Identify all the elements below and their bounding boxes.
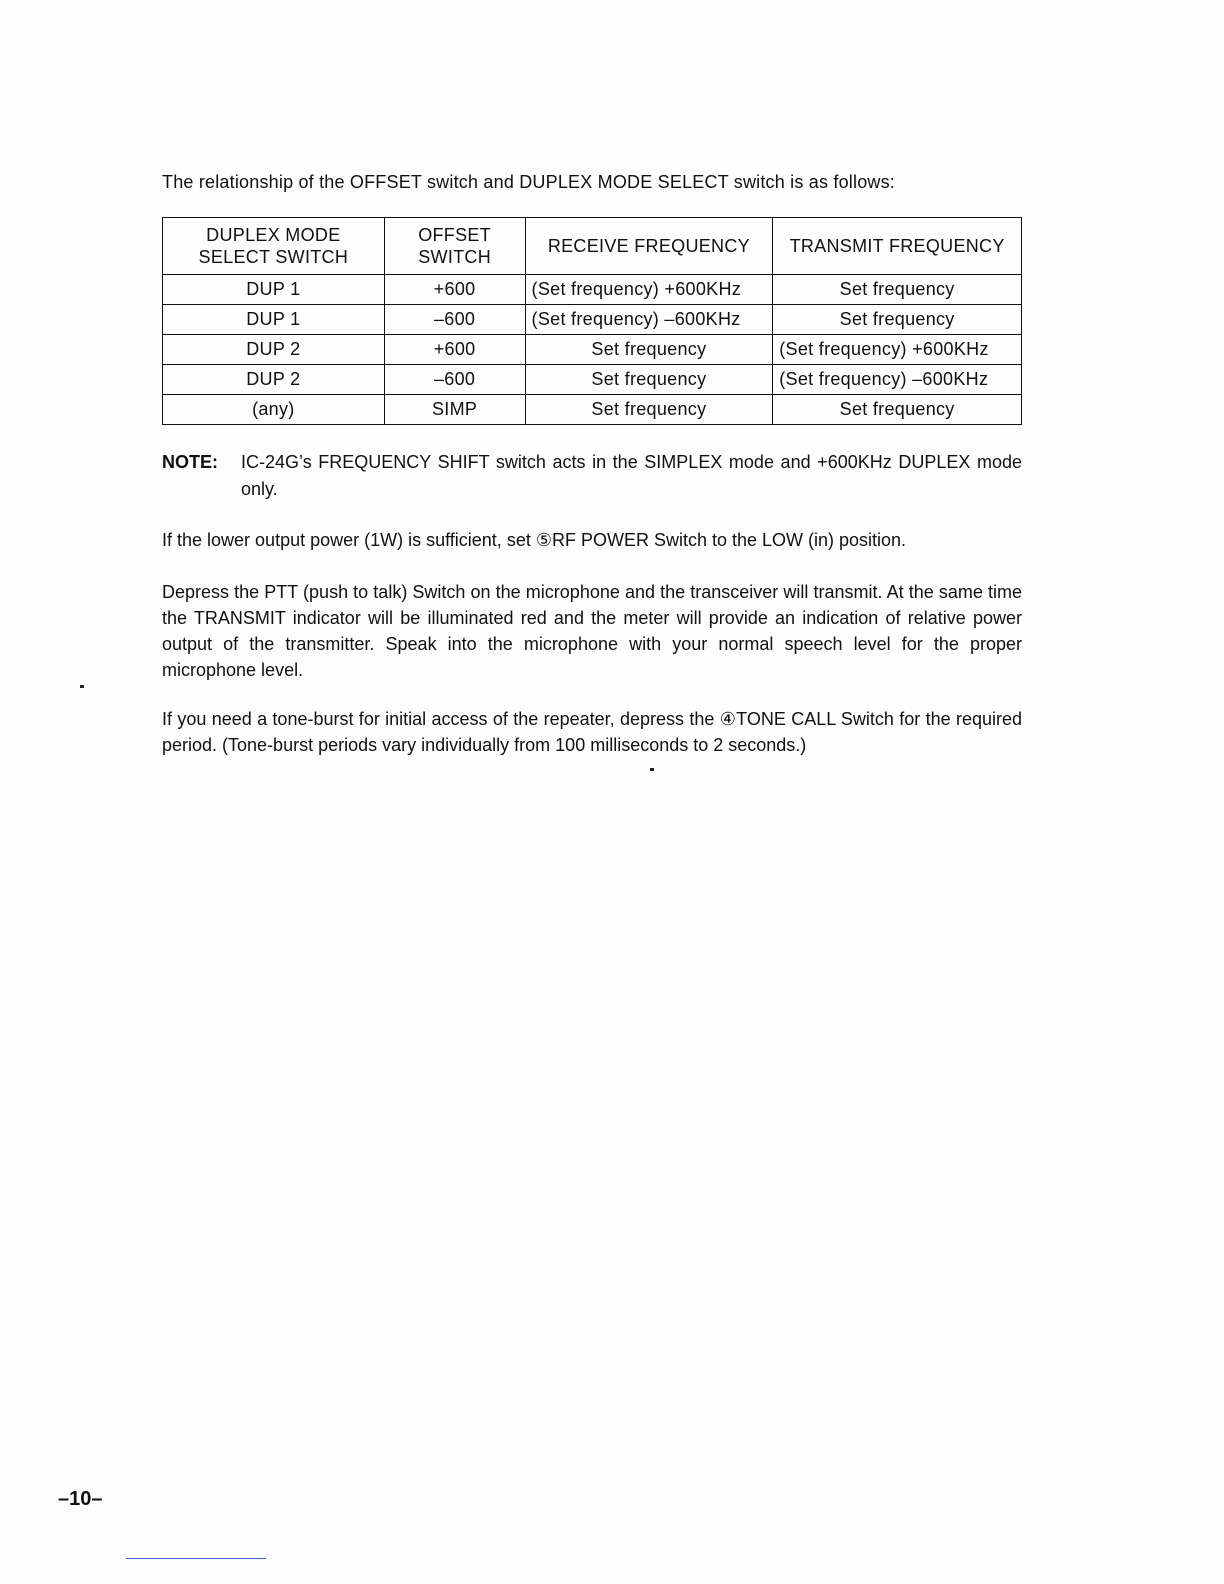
- cell-duplex-mode: DUP 1: [163, 275, 385, 305]
- header-offset-line1: OFFSET: [418, 225, 492, 245]
- table-header-row: [163, 218, 1022, 275]
- cell-receive: Set frequency: [525, 395, 773, 425]
- tone-call-paragraph: If you need a tone-burst for initial access of the repeater, depress the ④TONE CALL Switch for the required period. (Tone-burst periods vary individually from 100 milliseconds to 2 seconds.): [162, 709, 1022, 755]
- header-transmit-label: TRANSMIT FREQUENCY: [789, 236, 1005, 256]
- ptt-paragraph: Depress the PTT (push to talk) Switch on the microphone and the transceiver will transmit. At the same time the TRANSMIT indicator will be illuminated red and the meter will provide an indication of relative power output of the transmitter. Speak into the microphone with your normal speech level for the proper microphone level.: [162, 582, 1022, 680]
- header-offset-line2: SWITCH: [418, 247, 492, 267]
- table-row: [163, 365, 1022, 395]
- cell-receive: (Set frequency) +600KHz: [525, 275, 773, 305]
- cell-offset: +600: [384, 275, 525, 305]
- cell-transmit: Set frequency: [773, 305, 1022, 335]
- cell-duplex-mode: DUP 1: [163, 305, 385, 335]
- intro-text: The relationship of the OFFSET switch and DUPLEX MODE SELECT switch is as follows:: [162, 172, 895, 192]
- cell-transmit: Set frequency: [773, 275, 1022, 305]
- cell-duplex-mode: DUP 2: [163, 335, 385, 365]
- header-receive-frequency: [525, 218, 773, 275]
- note-text: IC-24G’s FREQUENCY SHIFT switch acts in the SIMPLEX mode and +600KHz DUPLEX mode only.: [241, 452, 1022, 499]
- footer-rule: [126, 1558, 266, 1559]
- table-row: [163, 275, 1022, 305]
- cell-offset: –600: [384, 305, 525, 335]
- rf-power-paragraph: If the lower output power (1W) is sufficient, set ⑤RF POWER Switch to the LOW (in) position.: [162, 530, 907, 550]
- cell-transmit: (Set frequency) –600KHz: [773, 365, 1022, 395]
- scan-speck: [650, 768, 654, 771]
- scan-speck: [80, 685, 84, 688]
- cell-transmit: Set frequency: [773, 395, 1022, 425]
- duplex-offset-table: [162, 217, 1022, 425]
- cell-duplex-mode: DUP 2: [163, 365, 385, 395]
- cell-offset: +600: [384, 335, 525, 365]
- cell-transmit: (Set frequency) +600KHz: [773, 335, 1022, 365]
- header-duplex-mode: [163, 218, 385, 275]
- header-duplex-mode-line2: SELECT SWITCH: [198, 247, 349, 267]
- table-row: [163, 395, 1022, 425]
- header-transmit-frequency: [773, 218, 1022, 275]
- table-row: [163, 305, 1022, 335]
- header-duplex-mode-line1: DUPLEX MODE: [206, 225, 341, 245]
- header-offset-switch: [384, 218, 525, 275]
- cell-receive: Set frequency: [525, 365, 773, 395]
- header-receive-label: RECEIVE FREQUENCY: [547, 236, 750, 256]
- table-row: [163, 335, 1022, 365]
- cell-duplex-mode: (any): [163, 395, 385, 425]
- cell-offset: SIMP: [384, 395, 525, 425]
- page-number: –10–: [58, 1488, 103, 1510]
- cell-offset: –600: [384, 365, 525, 395]
- cell-receive: (Set frequency) –600KHz: [525, 305, 773, 335]
- note-block: [162, 449, 1022, 503]
- note-label: NOTE:: [162, 452, 218, 472]
- cell-receive: Set frequency: [525, 335, 773, 365]
